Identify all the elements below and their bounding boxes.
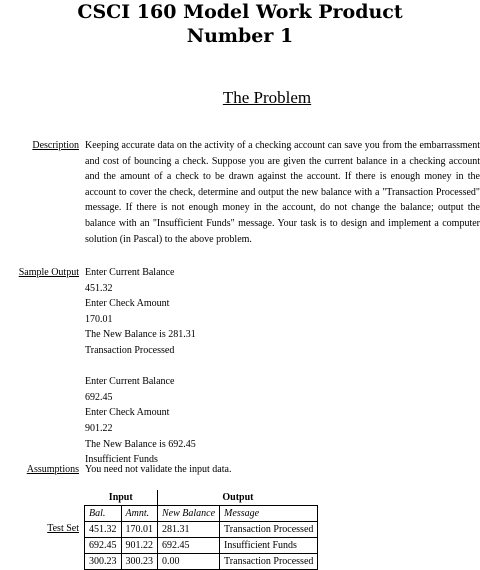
sample-output-line: [85, 359, 196, 375]
test-set-column-header-row: [85, 506, 318, 522]
sample-output-line: Insufficient Funds: [85, 454, 158, 466]
table-cell: Transaction Processed: [220, 554, 318, 570]
table-cell: 451.32: [85, 522, 122, 538]
sample-output-line: 692.45: [85, 391, 113, 403]
document-title-line-1: CSCI 160 Model Work Product: [77, 1, 403, 23]
assumptions-label: Assumptions: [26, 464, 79, 475]
table-cell: 300.23: [85, 554, 122, 570]
sample-output-line: The New Balance is 281.31: [85, 329, 196, 341]
sample-output-line: Transaction Processed: [85, 344, 175, 356]
table-row: [85, 522, 318, 538]
table-cell: 692.45: [85, 538, 122, 554]
table-cell: 300.23: [121, 554, 158, 570]
test-set-label: Test Set: [47, 523, 79, 534]
description-label: Description: [32, 140, 79, 151]
input-group-header: Input: [85, 490, 158, 506]
sample-output-line: Enter Check Amount: [85, 407, 170, 419]
table-cell: 0.00: [158, 554, 220, 570]
column-header-new-balance: New Balance: [158, 506, 220, 522]
column-header-bal: Bal.: [85, 506, 122, 522]
sample-output-line: The New Balance is 692.45: [85, 438, 196, 450]
table-cell: 901.22: [121, 538, 158, 554]
table-cell: 170.01: [121, 522, 158, 538]
sample-output-line: 451.32: [85, 282, 113, 294]
table-cell: Transaction Processed: [220, 522, 318, 538]
output-group-header: Output: [158, 490, 318, 506]
sample-output-block: [85, 265, 196, 468]
test-set-table: [84, 490, 318, 570]
table-row: [85, 554, 318, 570]
description-text: Keeping accurate data on the activity of a checking account can save you from the embarrassment and cost of bouncing a check. Suppose you are given the current balance in a checking account and the amount of a check to be drawn against the account. If there is enough money in the account to cover the check, determine and output the new balance with a "Transaction Processed" message. If there is not enough money in the account, do not change the balance; output the balance with an "Insufficient Funds" message. Your task is to design and implement a computer solution (in Pascal) to the above problem.: [85, 140, 480, 245]
sample-output-line: 901.22: [85, 422, 113, 434]
table-row: [85, 538, 318, 554]
sample-output-label: Sample Output: [18, 267, 79, 278]
column-header-amnt: Amnt.: [121, 506, 158, 522]
sample-output-line: Enter Check Amount: [85, 298, 170, 310]
assumptions-text: You need not validate the input data.: [85, 464, 232, 475]
document-title-line-2: Number 1: [186, 25, 294, 47]
sample-output-line: 170.01: [85, 313, 113, 325]
column-header-message: Message: [220, 506, 318, 522]
section-heading: The Problem: [222, 88, 312, 107]
sample-output-line: Enter Current Balance: [85, 267, 175, 278]
table-cell: Insufficient Funds: [220, 538, 318, 554]
table-cell: 281.31: [158, 522, 220, 538]
sample-output-line: Enter Current Balance: [85, 376, 175, 388]
table-cell: 692.45: [158, 538, 220, 554]
test-set-group-header-row: [85, 490, 318, 506]
